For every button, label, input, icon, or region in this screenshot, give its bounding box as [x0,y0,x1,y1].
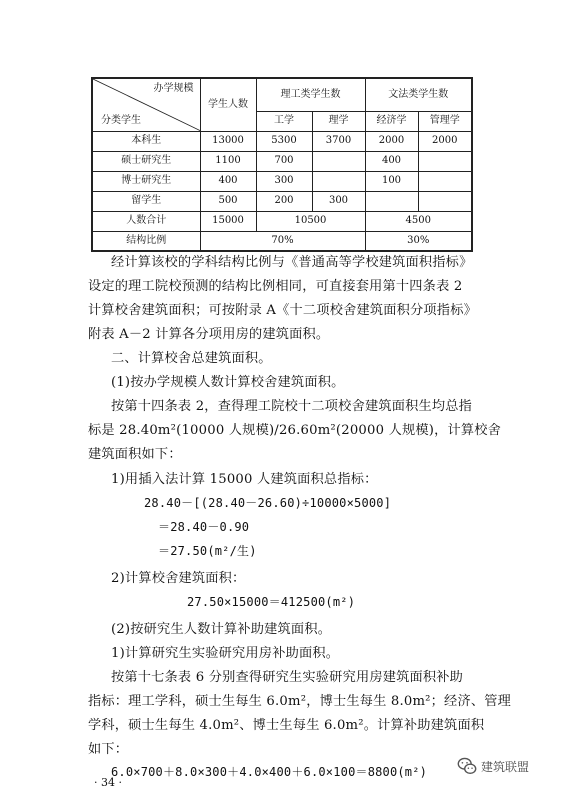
table-cell: 300 [312,191,365,211]
row-label: 留学生 [92,191,200,211]
formula-line: 28.40－[(28.40－26.60)÷10000×5000] [144,496,392,510]
col-sci-header: 理工类学生数 [256,78,365,111]
subsection-heading: (2)按研究生人数计算补助建筑面积。 [111,622,332,637]
paragraph-line: 按第十四条表 2，查得理工院校十二项校舍建筑面积生均总指 [111,399,473,414]
paragraph-line: 1)计算研究生实验研究用房补助面积。 [111,646,340,661]
paragraph-line: 设定的理工院校预测的结构比例相同，可直接套用第十四条表 2 [88,279,463,294]
row-label: 本科生 [92,131,200,151]
table-cell: 10500 [256,211,365,231]
table-cell: 30% [365,231,472,251]
formula-line: ＝27.50(m²/生) [158,544,257,558]
paragraph-line: 经计算该校的学科结构比例与《普通高等学校建筑面积指标》 [111,255,473,270]
table-cell [418,191,472,211]
student-table [91,77,473,252]
table-row [92,171,472,191]
watermark-text: 建筑联盟 [481,759,530,774]
table-cell: 5300 [256,131,312,151]
table-cell: 4500 [365,211,472,231]
table-cell [312,151,365,171]
paragraph-line: 按第十七条表 6 分别查得研究生实验研究用房建筑面积补助 [111,670,464,685]
table-cell: 500 [200,191,256,211]
sub-header: 经济学 [365,111,418,131]
table-cell [418,171,472,191]
watermark [456,755,529,777]
diag-top-label: 办学规模 [153,83,194,94]
row-label: 博士研究生 [92,171,200,191]
table-cell: 2000 [365,131,418,151]
diag-bottom-label: 分类学生 [101,114,141,126]
paragraph-line: 1)用插入法计算 15000 人建筑面积总指标： [111,472,378,487]
table-cell [365,191,418,211]
table-cell: 1100 [200,151,256,171]
table-cell: 700 [256,151,312,171]
table-row [92,151,472,171]
paragraph-line: 计算校舍建筑面积；可按附录 A《十二项校舍建筑面积分项指标》 [88,303,477,318]
paragraph-line: 建筑面积如下： [88,447,182,462]
formula-line: 6.0×700＋8.0×300＋4.0×400＋6.0×100＝8800(m²) [111,765,428,779]
table-row-ratio [92,231,472,251]
table-cell: 400 [365,151,418,171]
col-arts-header: 文法类学生数 [365,78,472,111]
table-cell: 15000 [200,211,256,231]
paragraph-line: 2)计算校舍建筑面积： [111,571,246,586]
table-row [92,191,472,211]
table-cell: 200 [256,191,312,211]
diagonal-header-cell [92,78,200,131]
section-heading: 二、计算校舍总建筑面积。 [111,351,272,366]
paragraph-line: 附表 A－2 计算各分项用房的建筑面积。 [88,327,330,342]
sub-header: 管理学 [418,111,472,131]
formula-line: ＝28.40－0.90 [158,520,250,534]
table-cell: 300 [256,171,312,191]
table-cell: 70% [200,231,365,251]
page-number: · 34 · [94,776,122,789]
table-cell [312,171,365,191]
table-cell [418,151,472,171]
row-label: 人数合计 [92,211,200,231]
table-cell: 13000 [200,131,256,151]
sub-header: 工学 [256,111,312,131]
table-cell: 2000 [418,131,472,151]
table-cell: 3700 [312,131,365,151]
row-label: 硕士研究生 [92,151,200,171]
table-cell: 100 [365,171,418,191]
table-cell: 400 [200,171,256,191]
paragraph-line: 学科，硕士生每生 4.0m²、博士生每生 6.0m²。计算补助建筑面积 [88,718,485,733]
table-row [92,131,472,151]
table-row-total [92,211,472,231]
sub-header: 理学 [312,111,365,131]
formula-line: 27.50×15000＝412500(m²) [187,595,356,609]
row-label: 结构比例 [92,231,200,251]
paragraph-line: 标是 28.40m²(10000 人规模)/26.60m²(20000 人规模)，计算校舍 [88,423,502,438]
col-students-header: 学生人数 [200,78,256,131]
paragraph-line: 如下： [88,742,129,757]
subsection-heading: (1)按办学规模人数计算校舍建筑面积。 [111,375,345,390]
paragraph-line: 指标：理工学科，硕士生每生 6.0m²，博士生每生 8.0m²；经济、管理 [88,694,511,709]
wechat-icon [456,755,478,777]
